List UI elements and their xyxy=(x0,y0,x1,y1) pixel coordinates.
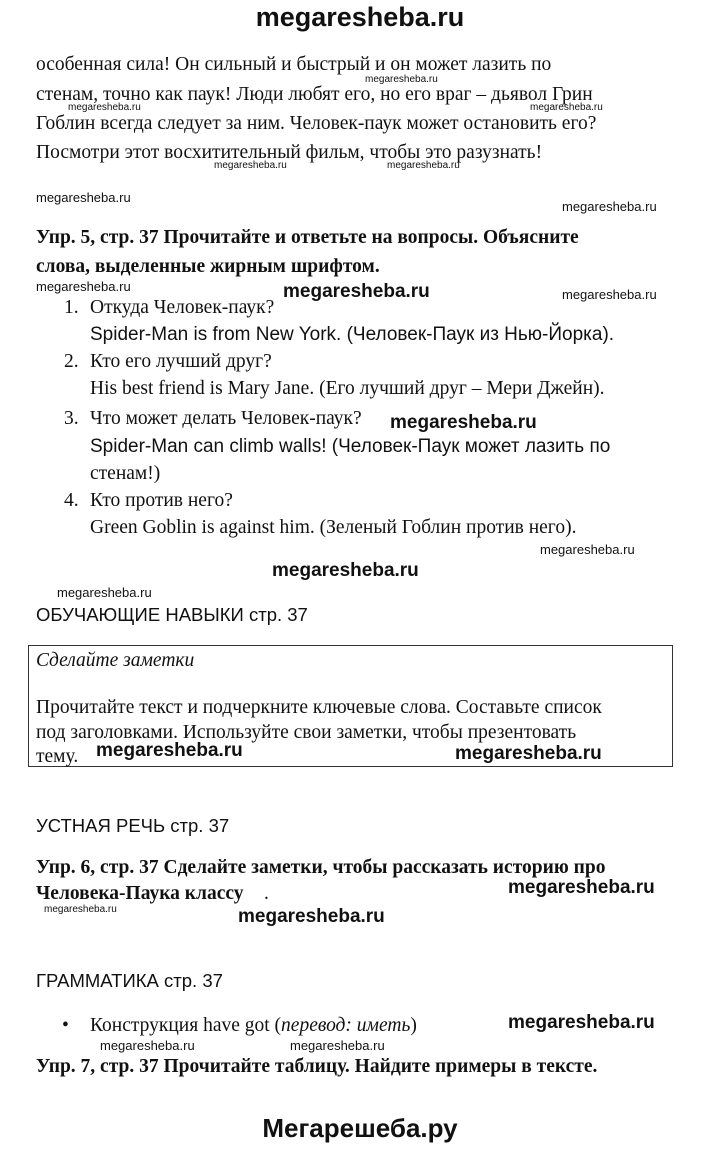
bullet: • xyxy=(62,1015,69,1036)
watermark: megaresheba.ru xyxy=(68,102,141,113)
watermark: megaresheba.ru xyxy=(272,560,419,581)
watermark: megaresheba.ru xyxy=(214,160,287,171)
watermark: megaresheba.ru xyxy=(44,904,117,915)
watermark: megaresheba.ru xyxy=(530,102,603,113)
speaking-heading: УСТНАЯ РЕЧЬ стр. 37 xyxy=(36,815,230,836)
site-footer: Мегарешеба.ру xyxy=(262,1113,458,1143)
watermark: megaresheba.ru xyxy=(390,412,537,433)
watermark: megaresheba.ru xyxy=(36,190,131,205)
have-got-construction xyxy=(90,1015,417,1037)
have-got-translation: перевод: иметь xyxy=(281,1015,411,1036)
watermark: megaresheba.ru xyxy=(508,877,655,898)
ex6-heading-line-2: Человека-Паука классу xyxy=(36,883,244,904)
intro-line-1: особенная сила! Он сильный и быстрый и он может лазить по xyxy=(36,54,552,75)
watermark: megaresheba.ru xyxy=(100,1038,195,1053)
notes-box-line-3: тему. xyxy=(36,746,79,767)
ex5-heading-line-1: Упр. 5, стр. 37 Прочитайте и ответьте на вопросы. Объясните xyxy=(36,227,579,248)
ex6-heading-line-1: Упр. 6, стр. 37 Сделайте заметки, чтобы рассказать историю про xyxy=(36,857,606,878)
ex5-question: Кто его лучший друг? xyxy=(90,351,272,372)
watermark: megaresheba.ru xyxy=(57,585,152,600)
watermark: megaresheba.ru xyxy=(508,1012,655,1033)
notes-box-line-2: под заголовками. Используйте свои заметки, чтобы презентовать xyxy=(36,722,577,743)
watermark: megaresheba.ru xyxy=(562,287,657,302)
ex5-question: Кто против него? xyxy=(90,490,233,511)
ex7-heading: Упр. 7, стр. 37 Прочитайте таблицу. Найдите примеры в тексте. xyxy=(36,1056,598,1077)
watermark: megaresheba.ru xyxy=(283,281,430,302)
watermark: megaresheba.ru xyxy=(290,1038,385,1053)
watermark: megaresheba.ru xyxy=(365,74,438,85)
ex5-question: Откуда Человек-паук? xyxy=(90,297,275,318)
notes-box-line-1: Прочитайте текст и подчеркните ключевые слова. Составьте список xyxy=(36,697,602,718)
ex5-heading-line-2: слова, выделенные жирным шрифтом. xyxy=(36,256,380,277)
watermark: megaresheba.ru xyxy=(455,743,602,764)
watermark: megaresheba.ru xyxy=(238,906,385,927)
ex5-item-number: 1. xyxy=(64,297,79,318)
ex5-item-number: 3. xyxy=(64,408,79,429)
have-got-close: ) xyxy=(410,1015,417,1036)
intro-line-3: Гоблин всегда следует за ним. Человек-паук может остановить его? xyxy=(36,113,597,134)
watermark: megaresheba.ru xyxy=(36,279,131,294)
ex5-answer-continued: стенам!) xyxy=(90,463,161,484)
grammar-heading: ГРАММАТИКА стр. 37 xyxy=(36,970,223,991)
ex5-answer: Spider-Man is from New York. (Человек-Паук из Нью-Йорка). xyxy=(90,324,615,345)
watermark: megaresheba.ru xyxy=(562,199,657,214)
ex5-answer: His best friend is Mary Jane. (Его лучший друг – Мери Джейн). xyxy=(90,378,605,399)
intro-line-4: Посмотри этот восхитительный фильм, чтобы это разузнать! xyxy=(36,142,543,163)
watermark: megaresheba.ru xyxy=(387,160,460,171)
watermark: megaresheba.ru xyxy=(96,740,243,761)
ex5-answer: Green Goblin is against him. (Зеленый Гоблин против него). xyxy=(90,517,577,538)
ex6-period: . xyxy=(264,883,269,904)
have-got-text: Конструкция have got ( xyxy=(90,1015,282,1036)
ex5-item-number: 2. xyxy=(64,351,79,372)
ex5-answer: Spider-Man can climb walls! (Человек-Паук может лазить по xyxy=(90,436,611,457)
intro-line-2: стенам, точно как паук! Люди любят его, но его враг – дьявол Грин xyxy=(36,84,593,105)
study-skills-heading: ОБУЧАЮЩИЕ НАВЫКИ стр. 37 xyxy=(36,604,308,625)
notes-box-title: Сделайте заметки xyxy=(36,650,195,671)
site-header: megaresheba.ru xyxy=(255,2,465,32)
ex5-question: Что может делать Человек-паук? xyxy=(90,408,362,429)
ex5-item-number: 4. xyxy=(64,490,79,511)
watermark: megaresheba.ru xyxy=(540,542,635,557)
